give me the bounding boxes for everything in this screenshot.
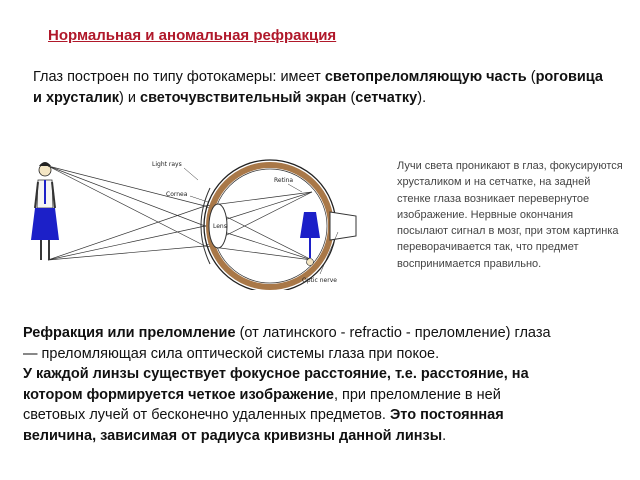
body-text: . (442, 427, 447, 444)
intro-bold: роговица и хрусталик (33, 69, 603, 106)
intro-paragraph (33, 67, 613, 109)
label-light-rays: Light rays (152, 161, 182, 168)
label-retina: Retina (274, 177, 294, 184)
body-text: , при преломление в ней (333, 386, 501, 403)
intro-text: ( (526, 69, 536, 85)
intro-text: ). (417, 90, 427, 106)
body-text: световых лучей от бесконечно удаленных предметов. (23, 407, 390, 424)
eye-diagram (22, 150, 362, 290)
body-bold: Это постоянная (389, 407, 504, 424)
body-paragraph (23, 323, 623, 447)
body-bold: Рефракция или преломление (23, 325, 236, 341)
body-line-1 (23, 323, 623, 344)
figure-caption: Лучи света проникают в глаз, фокусируются хрусталиком и на сетчатке, на задней стенке глаза возникает перевернутое изображение. Нервные окончания посылают сигнал в мозг, при этом картинка переворачивается так, что предмет воспринимается правильно. (397, 160, 623, 270)
label-lens: Lens (213, 223, 227, 230)
intro-text: Глаз построен по типу фотокамеры: имеет (33, 69, 325, 85)
label-optic-nerve: Optic nerve (302, 277, 337, 284)
slide-title: Нормальная и аномальная рефракция (48, 27, 337, 44)
intro-text: ) и (119, 90, 140, 106)
body-bold: У каждой линзы существует фокусное расстояние, т.е. расстояние, на (23, 366, 529, 383)
light-rays (48, 166, 312, 260)
body-text: (от латинского - refractio - преломление) глаза (235, 325, 551, 341)
intro-bold: светопреломляющую часть (324, 69, 527, 85)
body-line-3 (23, 364, 623, 385)
body-text: — преломляющая сила оптической системы глаза при покое. (23, 345, 440, 362)
intro-text: ( (346, 90, 356, 106)
label-cornea: Cornea (166, 191, 188, 198)
body-line-6 (23, 426, 623, 447)
body-line-5 (23, 405, 623, 426)
body-line-4 (23, 385, 623, 406)
body-bold: величина, зависимая от радиуса кривизны данной линзы (23, 427, 443, 444)
body-bold: котором формируется четкое изображение (23, 386, 334, 403)
body-line-2 (23, 344, 623, 365)
person-figure (31, 162, 59, 260)
intro-bold: сетчатку (355, 90, 418, 106)
intro-bold: светочувствительный экран (140, 90, 347, 106)
